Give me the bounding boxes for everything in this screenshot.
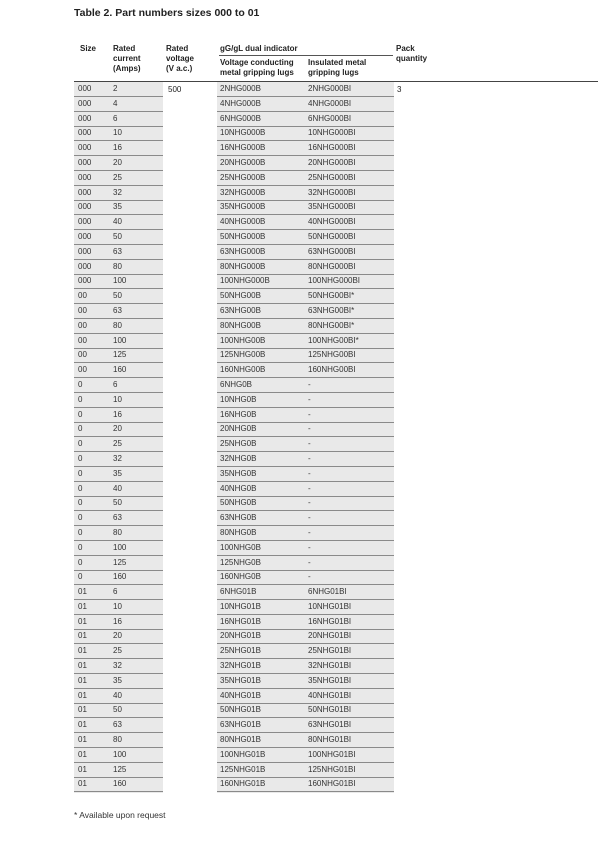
cell-size: 0 (78, 424, 83, 434)
table-row (74, 689, 598, 704)
table-row (74, 718, 598, 733)
cell-insulated-part: 32NHG01BI (308, 661, 352, 671)
table-row (74, 644, 598, 659)
cell-rated-current: 20 (113, 631, 122, 641)
cell-insulated-part: - (308, 513, 311, 523)
cell-size: 00 (78, 320, 87, 330)
cell-insulated-part: 6NHG01BI (308, 587, 347, 597)
table-row (74, 363, 598, 378)
table-row (74, 615, 598, 630)
cell-rated-current: 6 (113, 379, 118, 389)
cell-conducting-part: 100NHG000B (220, 276, 270, 286)
cell-insulated-part: 16NHG000BI (308, 143, 356, 153)
cell-rated-current: 50 (113, 291, 122, 301)
cell-size: 000 (78, 143, 92, 153)
table-row (74, 319, 598, 334)
cell-conducting-part: 16NHG0B (220, 409, 257, 419)
footnote: * Available upon request (74, 810, 166, 820)
table-row (74, 304, 598, 319)
cell-conducting-part: 100NHG01B (220, 749, 266, 759)
cell-insulated-part: - (308, 483, 311, 493)
table-row (74, 585, 598, 600)
cell-size: 000 (78, 172, 92, 182)
cell-insulated-part: - (308, 394, 311, 404)
cell-conducting-part: 125NHG0B (220, 557, 261, 567)
table-row (74, 82, 598, 97)
cell-insulated-part: 80NHG01BI (308, 735, 352, 745)
cell-size: 01 (78, 587, 87, 597)
cell-size: 00 (78, 350, 87, 360)
cell-size: 00 (78, 291, 87, 301)
cell-conducting-part: 100NHG00B (220, 335, 266, 345)
cell-insulated-part: 50NHG00BI* (308, 291, 355, 301)
cell-conducting-part: 10NHG0B (220, 394, 257, 404)
cell-rated-current: 16 (113, 143, 122, 153)
cell-rated-current: 100 (113, 276, 127, 286)
cell-conducting-part: 35NHG0B (220, 468, 257, 478)
table-row (74, 230, 598, 245)
cell-rated-current: 10 (113, 394, 122, 404)
cell-rated-current: 10 (113, 601, 122, 611)
cell-conducting-part: 16NHG01B (220, 616, 261, 626)
cell-insulated-part: - (308, 572, 311, 582)
cell-conducting-part: 40NHG000B (220, 217, 266, 227)
cell-rated-current: 10 (113, 128, 122, 138)
table-row (74, 511, 598, 526)
cell-insulated-part: 100NHG01BI (308, 749, 356, 759)
cell-conducting-part: 10NHG01B (220, 601, 261, 611)
cell-insulated-part: - (308, 468, 311, 478)
cell-size: 00 (78, 365, 87, 375)
table-row (74, 556, 598, 571)
cell-conducting-part: 16NHG000B (220, 143, 266, 153)
cell-size: 0 (78, 498, 83, 508)
cell-conducting-part: 10NHG000B (220, 128, 266, 138)
table-row (74, 97, 598, 112)
cell-rated-current: 35 (113, 675, 122, 685)
cell-conducting-part: 20NHG01B (220, 631, 261, 641)
cell-insulated-part: 50NHG000BI (308, 231, 356, 241)
table-row (74, 348, 598, 363)
cell-insulated-part: 63NHG00BI* (308, 305, 355, 315)
table-row (74, 496, 598, 511)
cell-conducting-part: 4NHG000B (220, 98, 261, 108)
header-rated-voltage: Rated voltage (V a.c.) (166, 44, 195, 73)
cell-conducting-part: 50NHG0B (220, 498, 257, 508)
header-insulated-lugs: Insulated metal gripping lugs (308, 58, 367, 77)
cell-size: 01 (78, 675, 87, 685)
cell-rated-current: 40 (113, 690, 122, 700)
table-title: Table 2. Part numbers sizes 000 to 01 (74, 7, 260, 19)
cell-rated-current: 35 (113, 468, 122, 478)
table-row (74, 452, 598, 467)
table-row (74, 482, 598, 497)
cell-rated-current: 160 (113, 779, 127, 789)
cell-size: 0 (78, 394, 83, 404)
cell-size: 00 (78, 305, 87, 315)
cell-rated-current: 32 (113, 187, 122, 197)
cell-size: 000 (78, 246, 92, 256)
cell-size: 0 (78, 542, 83, 552)
cell-size: 00 (78, 335, 87, 345)
cell-rated-current: 16 (113, 616, 122, 626)
table-row (74, 126, 598, 141)
cell-conducting-part: 100NHG0B (220, 542, 261, 552)
cell-rated-current: 40 (113, 483, 122, 493)
header-conducting-lugs: Voltage conducting metal gripping lugs (220, 58, 294, 77)
cell-size: 0 (78, 468, 83, 478)
cell-rated-current: 125 (113, 350, 127, 360)
cell-rated-current: 50 (113, 705, 122, 715)
cell-insulated-part: 32NHG000BI (308, 187, 356, 197)
cell-size: 000 (78, 128, 92, 138)
cell-insulated-part: 25NHG000BI (308, 172, 356, 182)
cell-conducting-part: 80NHG00B (220, 320, 261, 330)
cell-insulated-part: 50NHG01BI (308, 705, 352, 715)
cell-insulated-part: 125NHG00BI (308, 350, 356, 360)
cell-conducting-part: 6NHG0B (220, 379, 253, 389)
cell-conducting-part: 32NHG000B (220, 187, 266, 197)
cell-conducting-part: 125NHG00B (220, 350, 266, 360)
cell-conducting-part: 63NHG01B (220, 720, 261, 730)
cell-conducting-part: 40NHG0B (220, 483, 257, 493)
cell-conducting-part: 50NHG000B (220, 231, 266, 241)
cell-insulated-part: 160NHG01BI (308, 779, 356, 789)
header-size: Size (80, 44, 97, 53)
cell-insulated-part: 100NHG000BI (308, 276, 361, 286)
pack-quantity-value: 3 (397, 85, 402, 94)
cell-rated-current: 6 (113, 587, 118, 597)
cell-rated-current: 25 (113, 172, 122, 182)
cell-insulated-part: 25NHG01BI (308, 646, 352, 656)
cell-insulated-part: 6NHG000BI (308, 113, 352, 123)
cell-size: 01 (78, 749, 87, 759)
cell-insulated-part: - (308, 557, 311, 567)
cell-conducting-part: 6NHG000B (220, 113, 261, 123)
cell-rated-current: 80 (113, 261, 122, 271)
table-row (74, 141, 598, 156)
row-divider (74, 791, 163, 792)
table-row (74, 171, 598, 186)
cell-rated-current: 4 (113, 98, 118, 108)
cell-rated-current: 63 (113, 246, 122, 256)
cell-insulated-part: - (308, 379, 311, 389)
cell-size: 000 (78, 187, 92, 197)
cell-rated-current: 80 (113, 320, 122, 330)
cell-size: 01 (78, 601, 87, 611)
cell-insulated-part: 125NHG01BI (308, 764, 356, 774)
cell-size: 01 (78, 661, 87, 671)
table-row (74, 186, 598, 201)
cell-rated-current: 63 (113, 720, 122, 730)
cell-rated-current: 80 (113, 735, 122, 745)
cell-insulated-part: 2NHG000BI (308, 84, 352, 93)
cell-rated-current: 35 (113, 202, 122, 212)
cell-size: 000 (78, 261, 92, 271)
cell-rated-current: 100 (113, 542, 127, 552)
header-indicator-group: gG/gL dual indicator (220, 44, 298, 53)
cell-rated-current: 2 (113, 84, 118, 93)
table-row (74, 245, 598, 260)
cell-rated-current: 20 (113, 157, 122, 167)
cell-size: 000 (78, 84, 92, 93)
cell-insulated-part: 63NHG01BI (308, 720, 352, 730)
cell-conducting-part: 20NHG000B (220, 157, 266, 167)
table-row (74, 422, 598, 437)
cell-size: 0 (78, 379, 83, 389)
cell-conducting-part: 63NHG00B (220, 305, 261, 315)
cell-size: 000 (78, 231, 92, 241)
cell-rated-current: 63 (113, 513, 122, 523)
cell-insulated-part: 80NHG00BI* (308, 320, 355, 330)
cell-insulated-part: 4NHG000BI (308, 98, 352, 108)
table-row (74, 526, 598, 541)
cell-rated-current: 25 (113, 439, 122, 449)
table-row (74, 674, 598, 689)
cell-conducting-part: 63NHG000B (220, 246, 266, 256)
cell-rated-current: 25 (113, 646, 122, 656)
table-row (74, 260, 598, 275)
cell-conducting-part: 25NHG000B (220, 172, 266, 182)
cell-size: 0 (78, 527, 83, 537)
cell-conducting-part: 2NHG000B (220, 84, 261, 93)
cell-insulated-part: 10NHG000BI (308, 128, 356, 138)
cell-rated-current: 32 (113, 661, 122, 671)
cell-size: 000 (78, 276, 92, 286)
cell-size: 01 (78, 779, 87, 789)
cell-insulated-part: - (308, 498, 311, 508)
cell-rated-current: 80 (113, 527, 122, 537)
cell-rated-current: 32 (113, 453, 122, 463)
cell-rated-current: 63 (113, 305, 122, 315)
table-row (74, 600, 598, 615)
cell-size: 000 (78, 98, 92, 108)
row-divider (217, 791, 394, 792)
cell-insulated-part: 160NHG00BI (308, 365, 356, 375)
cell-size: 000 (78, 113, 92, 123)
cell-insulated-part: 80NHG000BI (308, 261, 356, 271)
cell-size: 01 (78, 616, 87, 626)
table-row (74, 763, 598, 778)
table-row (74, 777, 598, 792)
table-row (74, 156, 598, 171)
cell-rated-current: 125 (113, 764, 127, 774)
table-row (74, 378, 598, 393)
cell-insulated-part: 10NHG01BI (308, 601, 352, 611)
cell-conducting-part: 160NHG00B (220, 365, 266, 375)
cell-insulated-part: 35NHG000BI (308, 202, 356, 212)
table-row (74, 467, 598, 482)
cell-conducting-part: 80NHG000B (220, 261, 266, 271)
cell-rated-current: 20 (113, 424, 122, 434)
header-group-rule (219, 55, 393, 56)
cell-conducting-part: 25NHG0B (220, 439, 257, 449)
cell-rated-current: 125 (113, 557, 127, 567)
cell-conducting-part: 6NHG01B (220, 587, 257, 597)
cell-insulated-part: 40NHG01BI (308, 690, 352, 700)
cell-size: 01 (78, 720, 87, 730)
cell-conducting-part: 25NHG01B (220, 646, 261, 656)
cell-insulated-part: - (308, 453, 311, 463)
cell-insulated-part: 16NHG01BI (308, 616, 352, 626)
cell-insulated-part: 100NHG00BI* (308, 335, 359, 345)
cell-size: 01 (78, 631, 87, 641)
cell-size: 01 (78, 735, 87, 745)
table-row (74, 200, 598, 215)
cell-conducting-part: 50NHG00B (220, 291, 261, 301)
cell-size: 000 (78, 202, 92, 212)
table-row (74, 408, 598, 423)
cell-conducting-part: 125NHG01B (220, 764, 266, 774)
cell-conducting-part: 50NHG01B (220, 705, 261, 715)
cell-rated-current: 16 (113, 409, 122, 419)
table-row (74, 274, 598, 289)
table-row (74, 733, 598, 748)
cell-size: 01 (78, 705, 87, 715)
cell-conducting-part: 35NHG01B (220, 675, 261, 685)
cell-conducting-part: 63NHG0B (220, 513, 257, 523)
cell-insulated-part: - (308, 409, 311, 419)
table-row (74, 393, 598, 408)
cell-size: 0 (78, 453, 83, 463)
cell-conducting-part: 160NHG0B (220, 572, 261, 582)
table-row (74, 703, 598, 718)
cell-insulated-part: - (308, 527, 311, 537)
part-number-table (74, 82, 598, 792)
cell-conducting-part: 80NHG0B (220, 527, 257, 537)
cell-size: 000 (78, 157, 92, 167)
table-row (74, 541, 598, 556)
cell-insulated-part: 35NHG01BI (308, 675, 352, 685)
cell-size: 0 (78, 513, 83, 523)
cell-conducting-part: 160NHG01B (220, 779, 266, 789)
table-row (74, 437, 598, 452)
cell-rated-current: 160 (113, 365, 127, 375)
table-row (74, 629, 598, 644)
cell-insulated-part: 20NHG000BI (308, 157, 356, 167)
cell-conducting-part: 32NHG01B (220, 661, 261, 671)
cell-rated-current: 100 (113, 335, 127, 345)
cell-conducting-part: 32NHG0B (220, 453, 257, 463)
cell-size: 01 (78, 764, 87, 774)
cell-insulated-part: - (308, 439, 311, 449)
table-row (74, 289, 598, 304)
cell-rated-current: 160 (113, 572, 127, 582)
cell-conducting-part: 20NHG0B (220, 424, 257, 434)
cell-conducting-part: 40NHG01B (220, 690, 261, 700)
cell-rated-current: 50 (113, 498, 122, 508)
cell-size: 0 (78, 409, 83, 419)
cell-size: 0 (78, 439, 83, 449)
table-row (74, 570, 598, 585)
cell-rated-current: 100 (113, 749, 127, 759)
cell-rated-current: 50 (113, 231, 122, 241)
table-row (74, 748, 598, 763)
cell-conducting-part: 80NHG01B (220, 735, 261, 745)
header-rated-current: Rated current (Amps) (113, 44, 141, 73)
cell-insulated-part: - (308, 424, 311, 434)
cell-size: 01 (78, 646, 87, 656)
cell-size: 0 (78, 557, 83, 567)
table-row (74, 659, 598, 674)
cell-insulated-part: 63NHG000BI (308, 246, 356, 256)
cell-conducting-part: 35NHG000B (220, 202, 266, 212)
cell-rated-current: 6 (113, 113, 118, 123)
table-row (74, 112, 598, 127)
rated-voltage-value: 500 (168, 85, 182, 94)
cell-insulated-part: - (308, 542, 311, 552)
cell-insulated-part: 20NHG01BI (308, 631, 352, 641)
table-row (74, 215, 598, 230)
cell-size: 01 (78, 690, 87, 700)
cell-rated-current: 40 (113, 217, 122, 227)
cell-insulated-part: 40NHG000BI (308, 217, 356, 227)
table-row (74, 334, 598, 349)
cell-size: 0 (78, 572, 83, 582)
cell-size: 0 (78, 483, 83, 493)
header-pack-quantity: Pack quantity (396, 44, 428, 63)
cell-size: 000 (78, 217, 92, 227)
